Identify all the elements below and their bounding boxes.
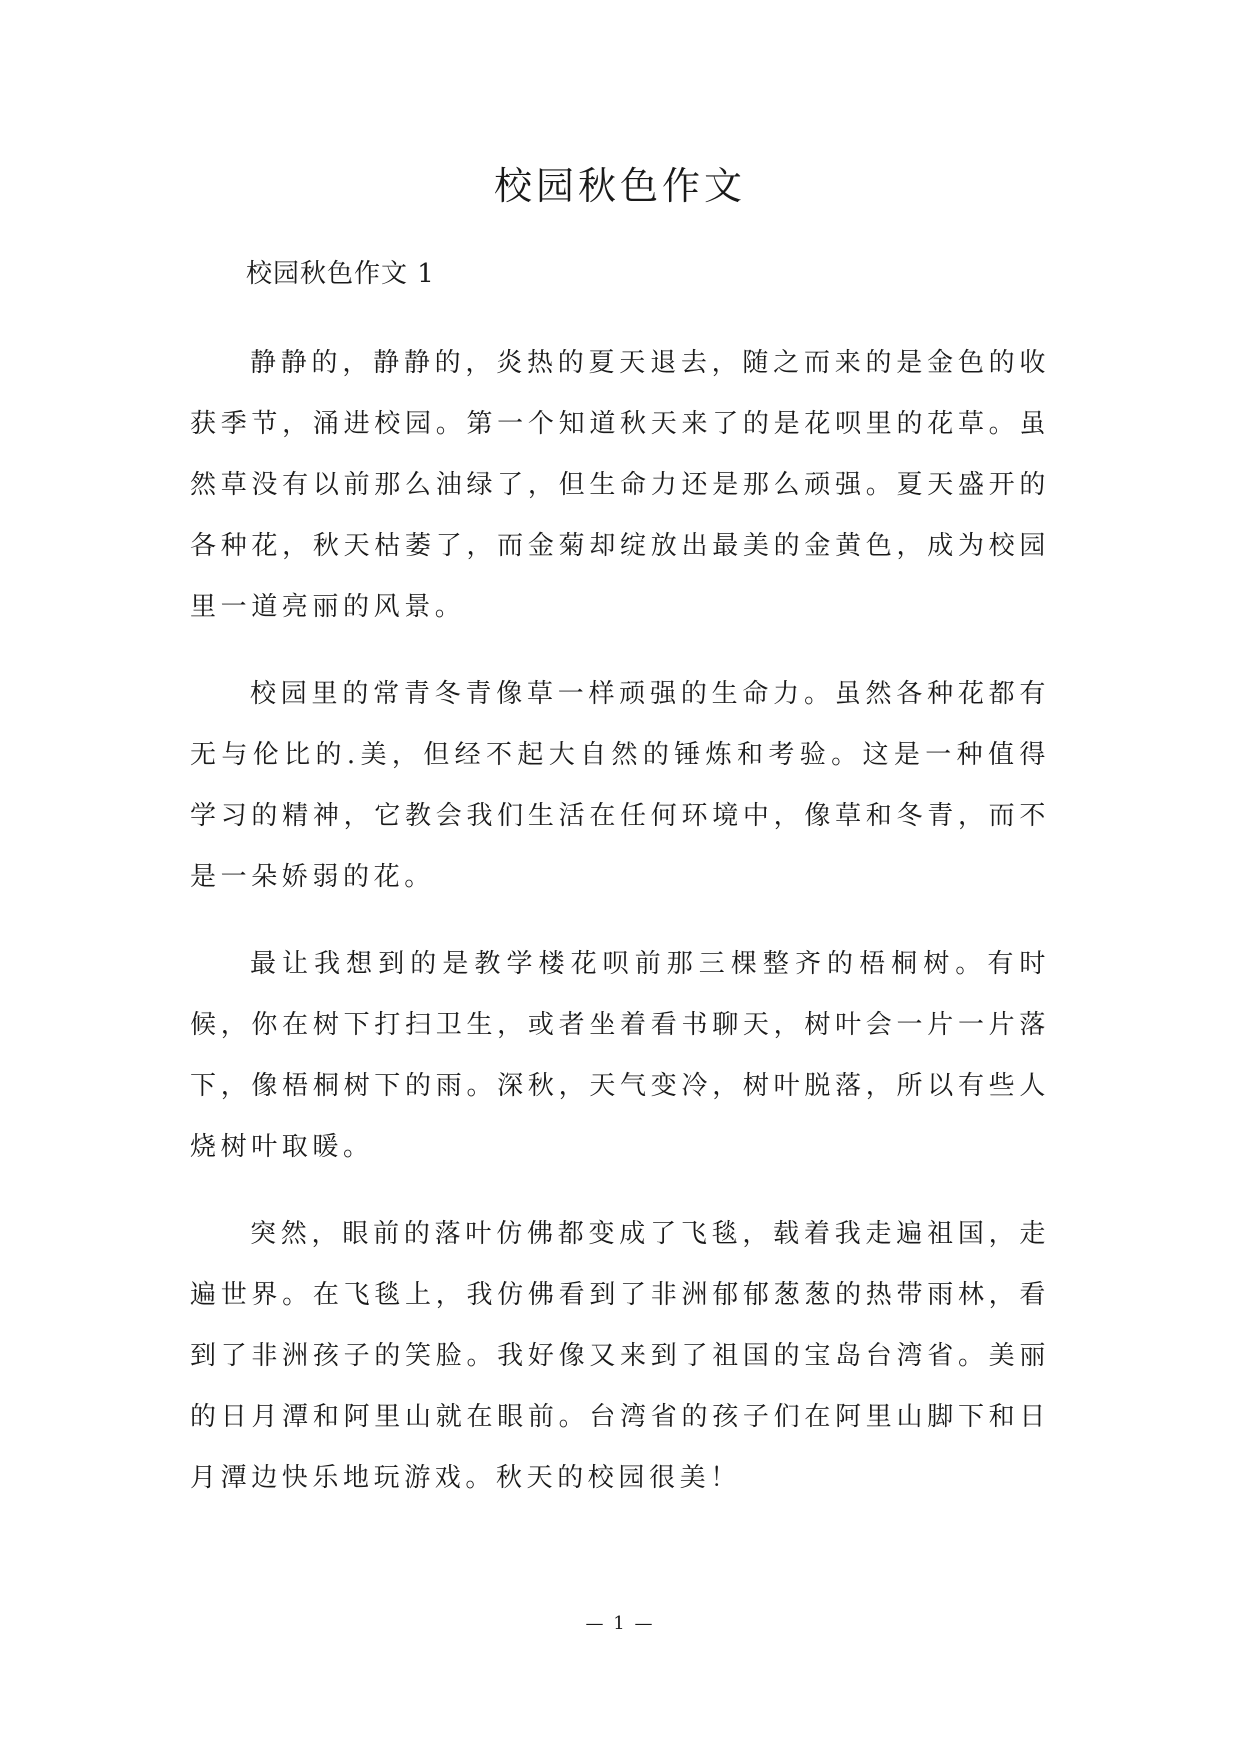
essay-subtitle: 校园秋色作文 1 — [246, 259, 435, 289]
page-title: 校园秋色作文 — [493, 164, 746, 208]
paragraph-2: 校园里的常青冬青像草一样顽强的生命力。虽然各种花都有无与伦比的.美，但经不起大自然的锤炼和考验。这是一种值得学习的精神，它教会我们生活在任何环境中，像草和冬青，而不是一朵娇弱的花。 — [190, 679, 1050, 892]
paragraph-4: 突然，眼前的落叶仿佛都变成了飞毯，载着我走遍祖国，走遍世界。在飞毯上，我仿佛看到了非洲郁郁葱葱的热带雨林，看到了非洲孩子的笑脸。我好像又来到了祖国的宝岛台湾省。美丽的日月潭和阿里山就在眼前。台湾省的孩子们在阿里山脚下和日月潭边快乐地玩游戏。秋天的校园很美！ — [190, 1219, 1050, 1493]
page-number: — 1 — — [585, 1613, 655, 1634]
paragraph-3: 最让我想到的是教学楼花呗前那三棵整齐的梧桐树。有时候，你在树下打扫卫生，或者坐着看书聊天，树叶会一片一片落下，像梧桐树下的雨。深秋，天气变冷，树叶脱落，所以有些人烧树叶取暖。 — [190, 949, 1050, 1162]
paragraph-1: 静静的，静静的，炎热的夏天退去，随之而来的是金色的收获季节，涌进校园。第一个知道秋天来了的是花呗里的花草。虽然草没有以前那么油绿了，但生命力还是那么顽强。夏天盛开的各种花，秋天枯萎了，而金菊却绽放出最美的金黄色，成为校园里一道亮丽的风景。 — [190, 348, 1050, 622]
